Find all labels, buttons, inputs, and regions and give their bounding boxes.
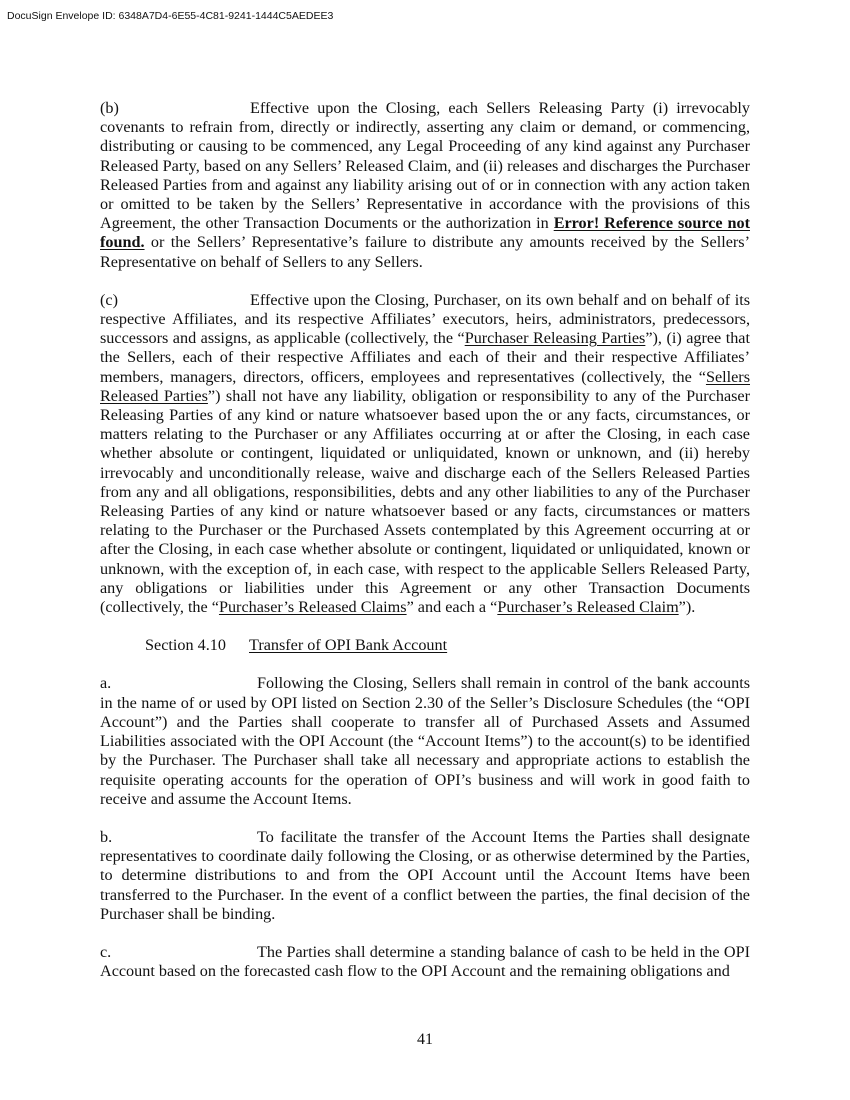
defined-term-purchasers-released-claim: Purchaser’s Released Claim: [497, 598, 679, 617]
defined-term-sellers-released-parties: Sellers Released Parties: [100, 367, 750, 405]
paragraph-label: (b): [100, 99, 119, 117]
defined-term-purchaser-releasing-parties: Purchaser Releasing Parties: [464, 329, 646, 348]
paragraph-text: To facilitate the transfer of the Account Items the Parties shall designate representatives to coordinate daily following the Closing, or as otherwise determined by the Parties, to determine distributions to and from the OPI Account until the Account Items have been transferred to the Purchaser. In the event of a conflict between the parties, the final decision of the Purchaser shall be binding.: [100, 827, 750, 923]
paragraph-a-lower: [100, 674, 750, 808]
defined-term-purchasers-released-claims: Purchaser’s Released Claims: [218, 598, 407, 617]
page-number: 41: [417, 1031, 433, 1048]
section-title: Transfer of OPI Bank Account: [249, 636, 448, 655]
docusign-envelope-id: DocuSign Envelope ID: 6348A7D4-6E55-4C81-9241-1444C5AEDEE3: [7, 10, 334, 22]
paragraph-text: The Parties shall determine a standing balance of cash to be held in the OPI Account based on the forecasted cash flow to the OPI Account and the remaining obligations and: [100, 942, 750, 981]
section-number: Section 4.10: [145, 636, 226, 655]
error-reference-text: Error! Reference source not found.: [100, 214, 750, 252]
paragraph-label: b.: [100, 827, 113, 846]
paragraph-c: [100, 291, 750, 617]
paragraph-c-lower: [100, 943, 750, 981]
paragraph-text: ”) shall not have any liability, obligation or responsibility to any of the Purchaser Releasing Parties of any kind or nature whatsoever based upon the or any facts, circumstances, or matters relating to the Purchaser or any Affiliates occurring at or after the Closing, in each case whether absolute or contingent, liquidated or unliquidated, known or unknown, and (ii) hereby irrevocably and unconditionally release, waive and discharge each of the Sellers Released Parties from any and all obligations, responsibilities, debts and any other liabilities to any of the Purchaser Releasing Parties of any kind or nature whatsoever based or any facts, circumstances or matters relating to the Purchaser or the Purchased Assets contemplated by this Agreement occurring at or after the Closing, in each case whether absolute or contingent, liquidated or unliquidated, known or unknown, with the exception of, in each case, with respect to the applicable Sellers Released Party, any obligations or liabilities under this Agreement or any other Transaction Documents (collectively, the “: [100, 386, 751, 617]
paragraph-text: Following the Closing, Sellers shall remain in control of the bank accounts in the name of or used by OPI listed on Section 2.30 of the Seller’s Disclosure Schedules (the “OPI Account”) and the Parties shall cooperate to transfer all of Purchased Assets and Assumed Liabilities associated with the OPI Account (the “Account Items”) to the account(s) to be identified by the Purchaser. The Purchaser shall take all necessary and appropriate actions to establish the requisite operating accounts for the operation of OPI’s business and will work in good faith to receive and assume the Account Items.: [100, 674, 750, 808]
paragraph-label: (c): [100, 290, 118, 309]
paragraph-text: Effective upon the Closing, Purchaser, on its own behalf and on behalf of its respective Affiliates, and its respective Affiliates’ executors, heirs, administrators, predecessors, successors and assigns, as applicable (collectively, the “: [100, 290, 750, 348]
paragraph-text: ” and each a “: [406, 598, 498, 617]
paragraph-text: ”).: [678, 598, 696, 617]
document-body: [100, 99, 750, 1000]
section-heading: [145, 636, 750, 655]
paragraph-text: Effective upon the Closing, each Sellers Releasing Party (i) irrevocably covenants to refrain from, directly or indirectly, asserting any claim or demand, or commencing, distributing or causing to be commenced, any Legal Proceeding of any kind against any Purchaser Released Party, based on any Sellers’ Released Claim, and (ii) releases and discharges the Purchaser Released Parties from and against any liability arising out of or in connection with any action taken or omitted to be taken by the Sellers’ Representative in accordance with the provisions of this Agreement, the other Transaction Documents or the authorization in: [100, 99, 750, 233]
paragraph-text: ”), (i) agree that the Sellers, each of their respective Affiliates and each of their and their respective Affiliates’ members, managers, directors, officers, employees and representatives (collectively, the “: [100, 329, 750, 386]
paragraph-label: c.: [100, 942, 112, 961]
paragraph-label: a.: [100, 674, 112, 693]
paragraph-b-lower: [100, 828, 750, 924]
paragraph-text: or the Sellers’ Representative’s failure to distribute any amounts received by the Sellers’ Representative on behalf of Sellers to any Sellers.: [100, 233, 750, 271]
paragraph-b: [100, 99, 750, 272]
